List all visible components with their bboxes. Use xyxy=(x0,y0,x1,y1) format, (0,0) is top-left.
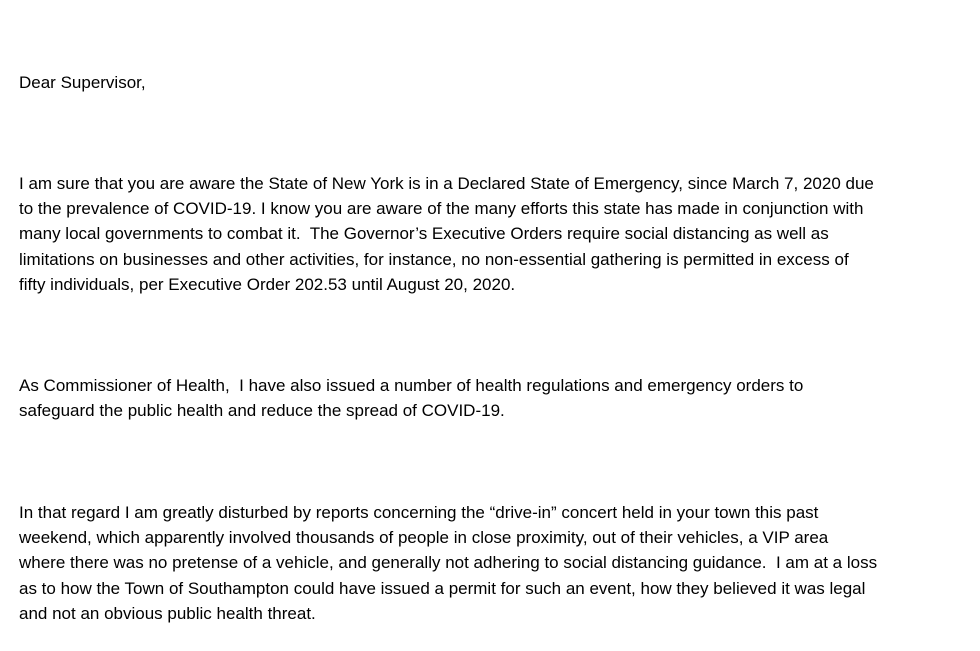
paragraph-drive-in-concert: In that regard I am greatly disturbed by reports concerning the “drive-in” concert held in your town this past weekend, which apparently involved thousands of people in close proximity, out of their vehicles, a VIP area where there was no pretense of a vehicle, and generally not adhering to social distancing guidance. I am at a loss as to how the Town of Southampton could have issued a permit for such an event, how they believed it was legal and not an obvious public health threat. xyxy=(19,502,878,623)
paragraph-health-regulations: As Commissioner of Health, I have also issued a number of health regulations and emergency orders to safeguard the public health and reduce the spread of COVID-19. xyxy=(19,376,804,421)
letter-body xyxy=(19,19,974,651)
salutation: Dear Supervisor, xyxy=(19,72,146,92)
paragraph-state-of-emergency: I am sure that you are aware the State of New York is in a Declared State of Emergency, since March 7, 2020 due to the prevalence of COVID-19. I know you are aware of the many efforts this state has made in conjunction with many local governments to combat it. The Governor’s Executive Orders require social distancing as well as limitations on businesses and other activities, for instance, no non-essential gathering is permitted in excess of fifty individuals, per Executive Order 202.53 until August 20, 2020. xyxy=(19,173,874,294)
